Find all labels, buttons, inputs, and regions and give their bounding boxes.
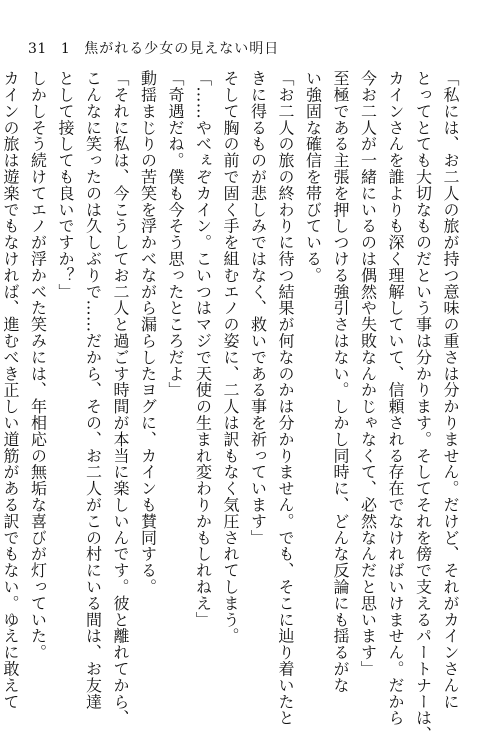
running-header — [28, 38, 279, 58]
text-line: い強固な確信を帯びている。 — [303, 70, 323, 284]
vertical-body-text — [0, 70, 464, 742]
text-line: こんなに笑ったのは久しぶりで……だから、その、お二人がこの村にいる間は、お友達 — [83, 70, 103, 710]
text-line: 「奇遇だね。僕も今そう思ったところだよ」 — [166, 70, 185, 398]
text-line: カインの旅は遊楽でもなければ、進むべき正しい道筋がある訳でもない。ゆえに敢えて — [1, 70, 20, 710]
text-line: 「私には、お二人の旅が持つ意味の重さは分かりません。だけど、それがカインさんに — [441, 70, 460, 710]
chapter-number: 1 — [60, 41, 71, 57]
text-line: 至極である主張を押しつける強引さはない。しかし同時に、どんな反論にも揺るがな — [331, 70, 350, 694]
page-number: 31 — [28, 41, 47, 57]
text-line: そして胸の前で固く手を組むエノの姿に、二人は訳もなく気圧されてしまう。 — [221, 70, 240, 644]
chapter-title: 焦がれる少女の見えない明日 — [84, 41, 280, 57]
text-line: 今お二人が一緒にいるのは偶然や失敗なんかじゃなくて、必然なんだと思います」 — [358, 70, 378, 677]
text-line: として接しても良いですか？」 — [56, 70, 75, 300]
text-line: しかしそう続けてエノが浮かべた笑みには、年相応の無垢な喜びが灯っていた。 — [28, 70, 48, 661]
text-line: 「……やべぇぞカイン。こいつはマジで天使の生まれ変わりかもしれねえ」 — [193, 70, 213, 628]
text-line: とってとても大切なものだという事は分かります。そしてそれを傍で支えるパートナーは、 — [413, 70, 433, 742]
text-line: カインさんを誰よりも深く理解していて、信頼される存在でなければいけません。だから — [386, 70, 405, 726]
text-line: きに得るものが悲しみではなく、救いである事を祈っています」 — [248, 70, 268, 546]
text-line: 「お二人の旅の終わりに待つ結果が何なのかは分かりません。でも、そこに辿り着いたと — [276, 70, 295, 726]
text-line: 動揺まじりの苦笑を浮かべながら漏らしたヨグに、カインも賛同する。 — [138, 70, 158, 595]
text-line: 「それに私は、今こうしてお二人と過ごす時間が本当に楽しいんです。彼と離れてから、 — [111, 70, 130, 726]
